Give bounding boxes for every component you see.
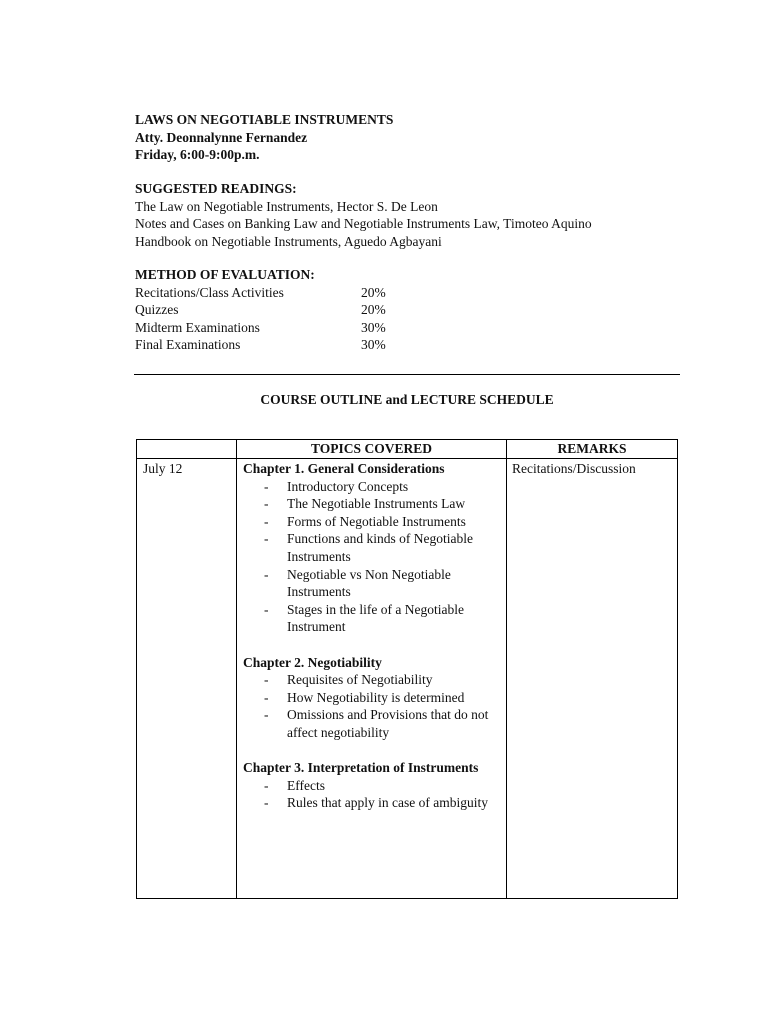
course-header xyxy=(135,111,393,164)
header-topics: TOPICS COVERED xyxy=(237,440,507,459)
instructor-name: Atty. Deonnalynne Fernandez xyxy=(135,129,308,145)
topic-text: Omissions and Provisions that do not affect negotiability xyxy=(287,707,489,740)
chapter-title: Chapter 3. Interpretation of Instruments xyxy=(243,760,479,776)
reading-item: Handbook on Negotiable Instruments, Aguedo Agbayani xyxy=(135,233,442,249)
evaluation-section xyxy=(135,266,435,354)
table-row xyxy=(137,459,678,899)
reading-item: The Law on Negotiable Instruments, Hector S. De Leon xyxy=(135,198,438,214)
chapter-title: Chapter 1. General Considerations xyxy=(243,461,445,476)
table-header-row xyxy=(137,440,678,459)
topic-item: - Effects xyxy=(264,777,325,793)
topic-text: Functions and kinds of Negotiable Instruments xyxy=(287,531,473,564)
topic-item: - Functions and kinds of Negotiable Instruments xyxy=(264,531,473,564)
suggested-readings xyxy=(135,180,592,250)
evaluation-heading: METHOD OF EVALUATION: xyxy=(135,267,315,282)
evaluation-percent: 30% xyxy=(361,337,386,353)
evaluation-row xyxy=(135,336,435,354)
topic-text: Stages in the life of a Negotiable Instrument xyxy=(287,601,464,635)
topic-text: Forms of Negotiable Instruments xyxy=(287,513,466,529)
evaluation-label: Final Examinations xyxy=(135,337,241,353)
section-divider xyxy=(134,374,680,375)
header-remarks: REMARKS xyxy=(507,440,678,459)
topic-list xyxy=(243,671,502,741)
outline-title: COURSE OUTLINE and LECTURE SCHEDULE xyxy=(260,392,554,407)
topic-item: - Negotiable vs Non Negotiable Instruments xyxy=(264,566,451,600)
row-remarks: Recitations/Discussion xyxy=(507,459,678,899)
evaluation-percent: 20% xyxy=(361,302,386,318)
topic-text: Rules that apply in case of ambiguity xyxy=(287,795,488,811)
row-topics xyxy=(237,459,507,899)
course-outline-table xyxy=(136,439,678,899)
reading-item: Notes and Cases on Banking Law and Negotiable Instruments Law, Timoteo Aquino xyxy=(135,216,592,232)
topic-list xyxy=(243,478,502,636)
topic-item: - Rules that apply in case of ambiguity xyxy=(264,795,488,811)
evaluation-row xyxy=(135,284,435,302)
topic-item: - Stages in the life of a Negotiable Instrument xyxy=(264,601,464,635)
row-date: July 12 xyxy=(137,459,237,899)
evaluation-percent: 30% xyxy=(361,319,386,335)
evaluation-label: Quizzes xyxy=(135,302,179,318)
readings-heading: SUGGESTED READINGS: xyxy=(135,181,297,196)
topic-item: - Introductory Concepts xyxy=(264,478,409,494)
topic-list xyxy=(243,777,502,812)
evaluation-row xyxy=(135,301,435,319)
topic-text: Requisites of Negotiability xyxy=(287,672,433,688)
topic-item: - Omissions and Provisions that do not affect negotiability xyxy=(264,707,489,740)
topic-text: Introductory Concepts xyxy=(287,478,409,494)
course-title: LAWS ON NEGOTIABLE INSTRUMENTS xyxy=(135,112,394,127)
class-schedule: Friday, 6:00-9:00p.m. xyxy=(135,147,260,163)
chapter-title: Chapter 2. Negotiability xyxy=(243,654,382,670)
topic-text: How Negotiability is determined xyxy=(287,689,465,705)
topic-text: The Negotiable Instruments Law xyxy=(287,496,466,512)
evaluation-label: Midterm Examinations xyxy=(135,319,260,335)
evaluation-label: Recitations/Class Activities xyxy=(135,284,284,300)
topic-item: - Forms of Negotiable Instruments xyxy=(264,513,466,529)
topic-item: - Requisites of Negotiability xyxy=(264,672,433,688)
topic-text: Effects xyxy=(287,777,325,793)
topic-item: - The Negotiable Instruments Law xyxy=(264,496,466,512)
evaluation-row xyxy=(135,319,435,337)
topic-item: - How Negotiability is determined xyxy=(264,689,465,705)
header-date xyxy=(137,440,237,459)
topic-text: Negotiable vs Non Negotiable Instruments xyxy=(287,566,451,600)
evaluation-percent: 20% xyxy=(361,284,386,300)
